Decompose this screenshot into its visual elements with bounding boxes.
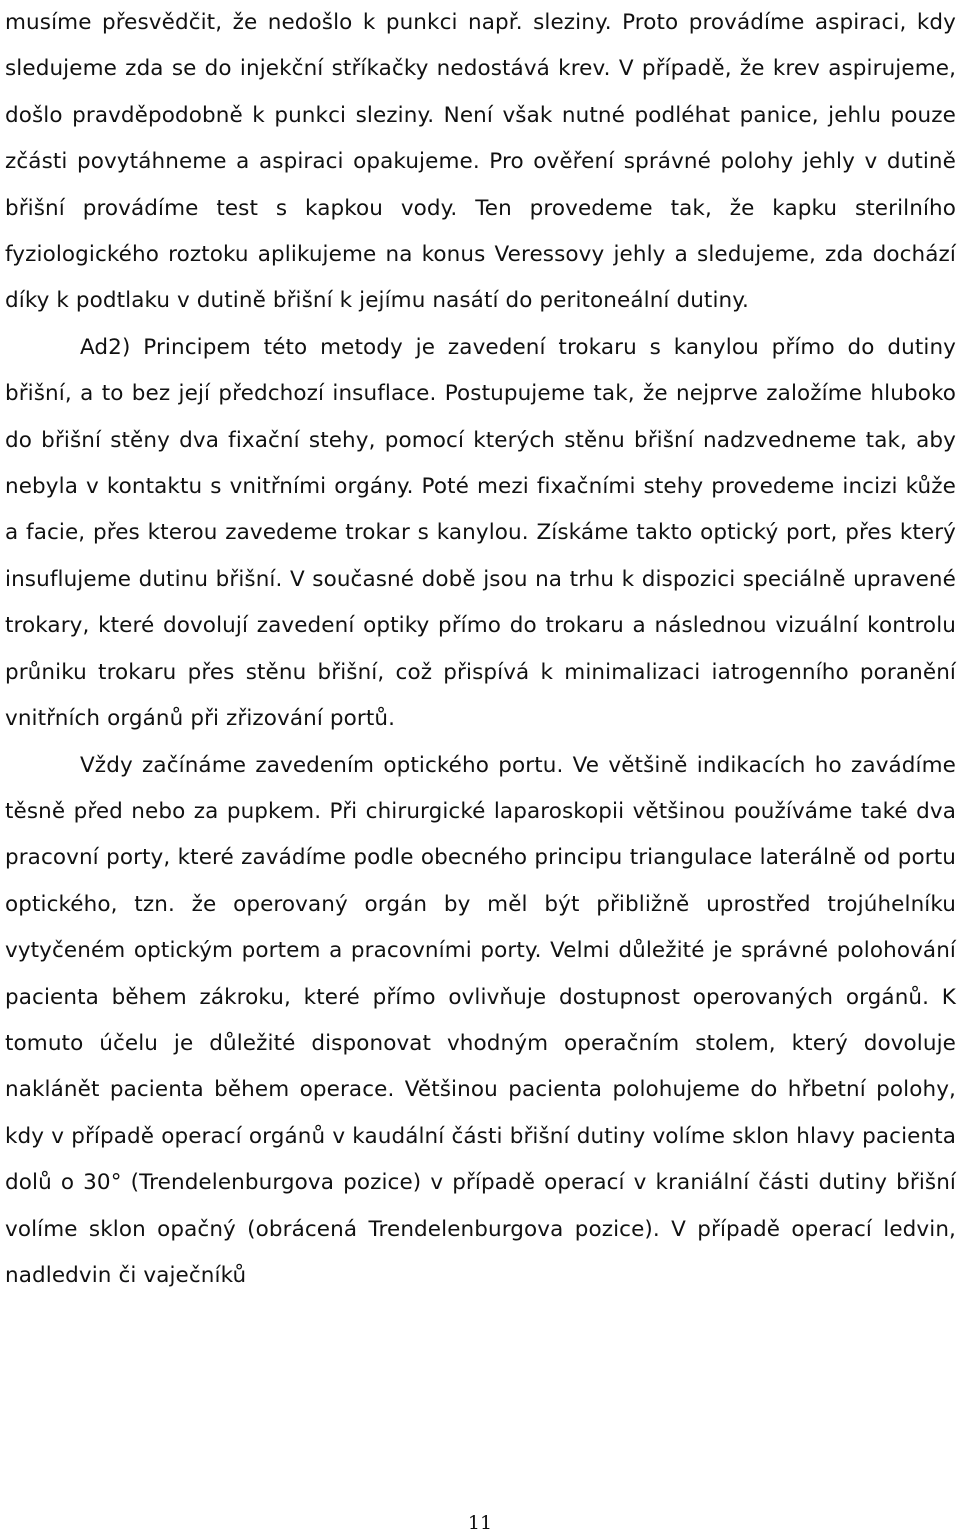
paragraph-3: Vždy začínáme zavedením optického portu. Ve většině indikacích ho zavádíme těsně před nebo za pupkem. Při chirurgické laparoskopii většinou používáme také dva pracovní porty, které zavádíme podle obecného principu triangulace laterálně od portu optického, tzn. že operovaný orgán by měl být přibližně uprostřed trojúhelníku vytyčeném optickým portem a pracovními porty. Velmi důležité je správné polohování pacienta během zákroku, které přímo ovlivňuje dostupnost operovaných orgánů. K tomuto účelu je důležité disponovat vhodným operačním stolem, který dovoluje naklánět pacienta během operace. Většinou pacienta polohujeme do hřbetní polohy, kdy v případě operací orgánů v kaudální části břišní dutiny volíme sklon hlavy pacienta dolů o 30° (Trendelenburgova pozice) v případě operací v kraniální části dutiny břišní volíme sklon opačný (obrácená Trendelenburgova pozice). V případě operací ledvin, nadledvin či vaječníků [5, 752, 956, 1288]
paragraph-2: Ad2) Principem této metody je zavedení trokaru s kanylou přímo do dutiny břišní, a to bez její předchozí insuflace. Postupujeme tak, že nejprve založíme hluboko do břišní stěny dva fixační stehy, pomocí kterých stěnu břišní nadzvedneme tak, aby nebyla v kontaktu s vnitřními orgány. Poté mezi fixačními stehy provedeme incizi kůže a facie, přes kterou zavedeme trokar s kanylou. Získáme takto optický port, přes který insuflujeme dutinu břišní. V současné době jsou na trhu k dispozici speciálně upravené trokary, které dovolují zavedení optiky přímo do trokaru a následnou vizuální kontrolu průniku trokaru přes stěnu břišní, což přispívá k minimalizaci iatrogenního poranění vnitřních orgánů při zřizování portů. [5, 334, 956, 732]
paragraph-1: musíme přesvědčit, že nedošlo k punkci např. sleziny. Proto provádíme aspiraci, kdy sledujeme zda se do injekční stříkačky nedostává krev. V případě, že krev aspirujeme, došlo pravděpodobně k punkci sleziny. Není však nutné podléhat panice, jehlu pouze zčásti povytáhneme a aspiraci opakujeme. Pro ověření správné polohy jehly v dutině břišní provádíme test s kapkou vody. Ten provedeme tak, že kapku sterilního fyziologického roztoku aplikujeme na konus Veressovy jehly a sledujeme, zda dochází díky k podtlaku v dutině břišní k jejímu nasátí do peritoneální dutiny. [5, 10, 956, 314]
page-number: 11 [467, 1512, 493, 1534]
body-text [5, 0, 956, 1299]
